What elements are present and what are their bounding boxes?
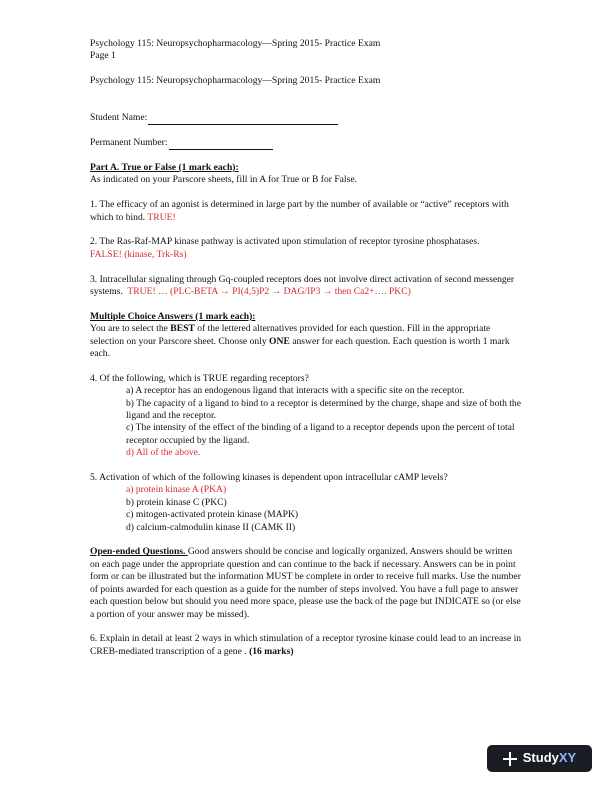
question-4-options	[90, 385, 522, 459]
question-5: 5. Activation of which of the following kinases is dependent upon intracellular cAMP levels?	[90, 472, 448, 484]
option-5d: d) calcium-calmodulin kinase II (CAMK II)	[126, 521, 296, 533]
exam-page	[90, 38, 522, 658]
question-4: 4. Of the following, which is TRUE regarding receptors?	[90, 372, 309, 384]
studyxy-badge[interactable]	[487, 745, 592, 772]
permanent-number-line	[169, 139, 273, 150]
question-5-options	[90, 484, 522, 534]
option-4a: a) A receptor has an endogenous ligand that interacts with a specific site on the receptor.	[126, 385, 465, 397]
question-2: 2. The Ras-Raf-MAP kinase pathway is activated upon stimulation of receptor tyrosine phosphatases.	[90, 236, 480, 248]
option-5a: a) protein kinase A (PKA)	[126, 484, 227, 496]
question-1: 1. The efficacy of an agonist is determined in large part by the number of available or “active” receptors with which to bind. TRUE!	[90, 199, 509, 223]
student-name-row	[90, 112, 522, 124]
part-a-heading: Part A. True or False (1 mark each):	[90, 162, 239, 173]
option-5c: c) mitogen-activated protein kinase (MAPK)	[126, 509, 299, 521]
answer-3: TRUE! … (PLC-BETA → PI(4,5)P2 → DAG/IP3 → then Ca2+…. PKC)	[127, 286, 411, 298]
student-name-line	[148, 114, 338, 125]
option-4d: d) All of the above.	[126, 447, 201, 459]
plus-icon	[503, 752, 517, 766]
mc-instructions: You are to select the BEST of the lettered alternatives provided for each question. Fill in the appropriate selection on your Parscore sheet. Choose only ONE answer for each question. Each question is worth 1 mark each.	[90, 323, 510, 360]
student-name-label: Student Name:	[90, 112, 148, 124]
page-number: Page 1	[90, 50, 116, 62]
question-6-marks: (16 marks)	[249, 645, 294, 657]
question-6: 6. Explain in detail at least 2 ways in which stimulation of a receptor tyrosine kinase could lead to an increase in CREB-mediated transcription of a gene . (16 marks)	[90, 633, 522, 657]
answer-2: FALSE! (kinase, Trk-Rs)	[90, 248, 187, 260]
studyxy-logo-text: StudyXY	[522, 750, 577, 766]
exam-title: Psychology 115: Neuropsychopharmacology—Spring 2015- Practice Exam	[90, 75, 381, 87]
open-ended-section: Open-ended Questions. Good answers should be concise and logically organized. Answers should be written on each page under the appropriate question and can continue to the back if necessary. Answers can be in point form or can be illustrated but the information MUST be complete in order to receive full marks. Use the number of points awarded for each question as a guide for the number of steps involved. You have a full page to answer each question below but should you need more space, please use the back of the page but INDICATE so (or else a portion of your answer may be missed).	[90, 546, 521, 620]
question-3: 3. Intracellular signaling through Gq-coupled receptors does not involve direct activation of second messenger systems. TRUE! … (PLC-BETA → PI(4,5)P2 → DAG/IP3 → then Ca2+…. PKC)	[90, 273, 515, 298]
permanent-number-label: Permanent Number:	[90, 137, 168, 149]
option-4c: c) The intensity of the effect of the binding of a ligand to a receptor depends upon the percent of total receptor occupied by the ligand.	[126, 422, 515, 446]
part-a-instructions: As indicated on your Parscore sheets, fill in A for True or B for False.	[90, 174, 357, 186]
option-5b: b) protein kinase C (PKC)	[126, 496, 227, 508]
answer-1: TRUE!	[147, 211, 176, 223]
open-ended-heading: Open-ended Questions.	[90, 546, 188, 558]
option-4b: b) The capacity of a ligand to bind to a receptor is determined by the charge, shape and size of both the ligand and the receptor.	[126, 397, 521, 422]
permanent-number-row	[90, 137, 522, 149]
header-title: Psychology 115: Neuropsychopharmacology—Spring 2015- Practice Exam	[90, 38, 381, 49]
mc-heading: Multiple Choice Answers (1 mark each):	[90, 310, 256, 322]
